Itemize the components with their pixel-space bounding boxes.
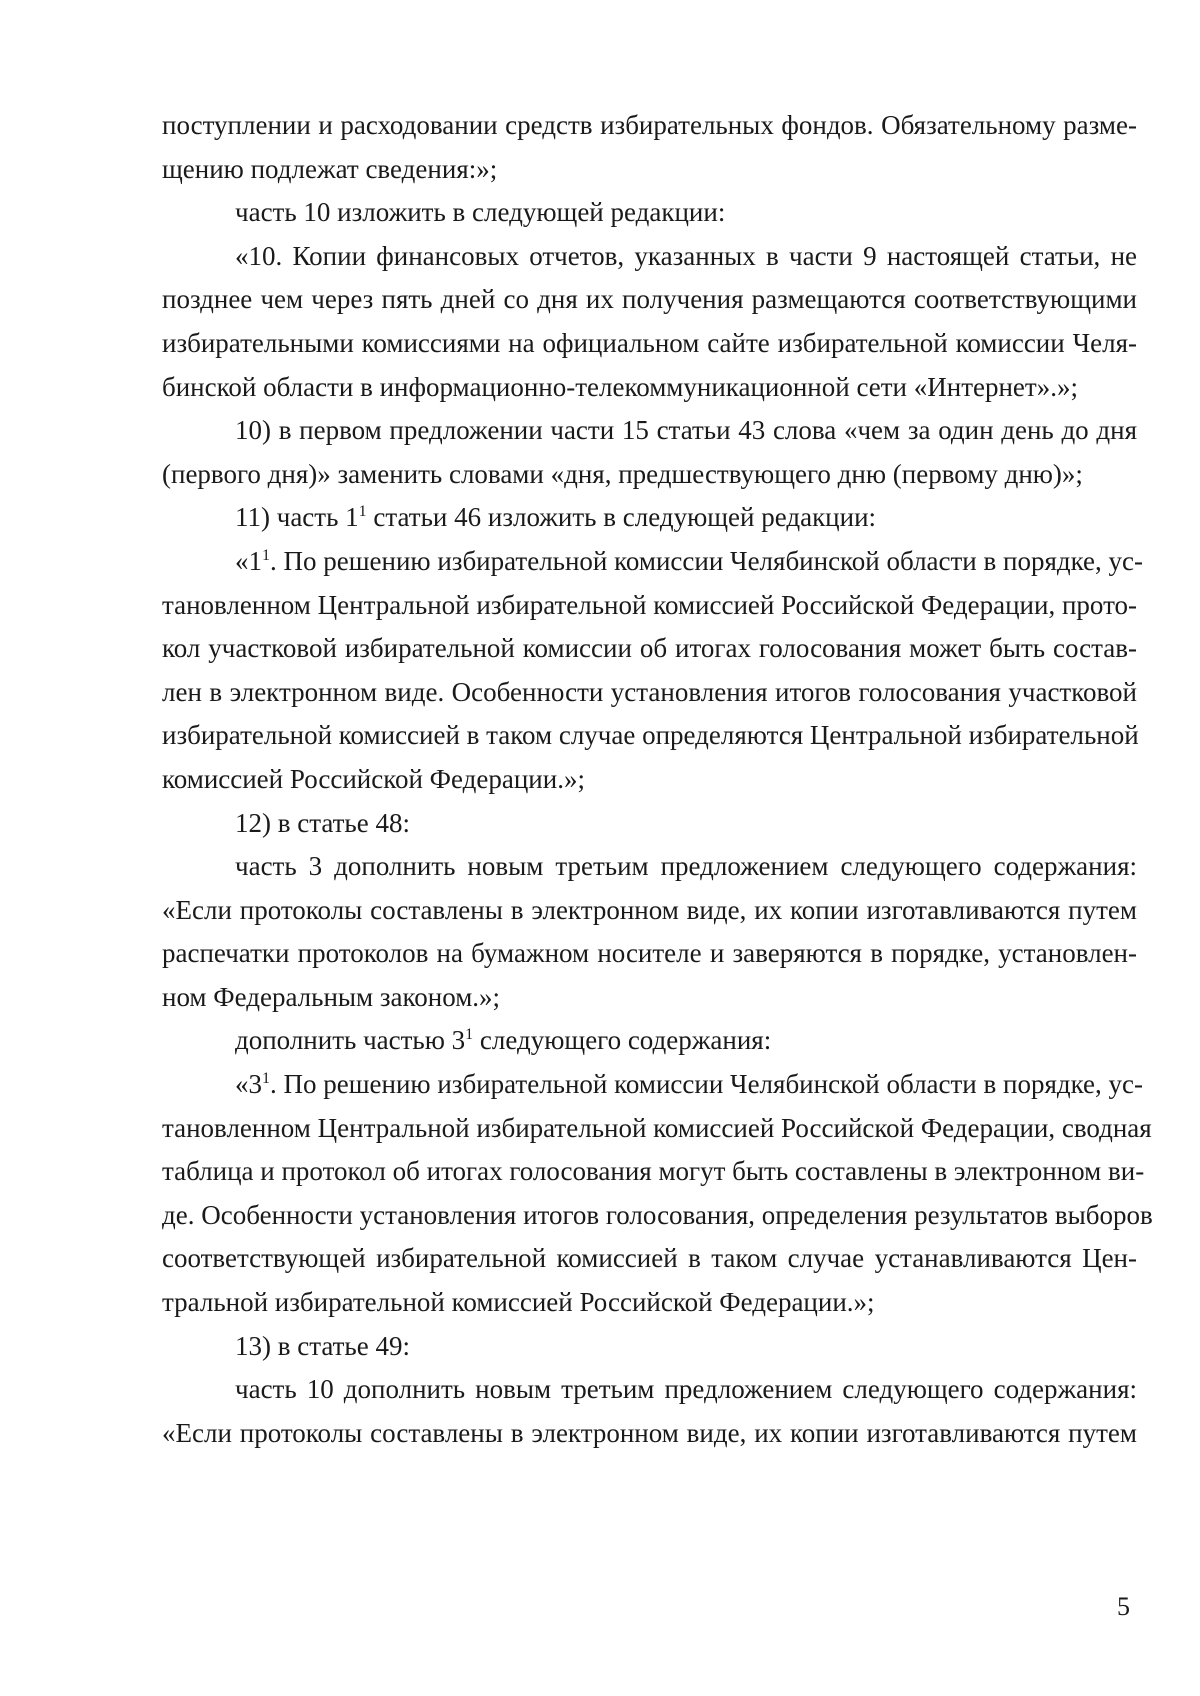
text-line: тральной избирательной комиссией Российской Федерации.»;	[162, 1287, 875, 1318]
text-line: поступлении и расходовании средств избирательных фондов. Обязательному разме-	[162, 110, 1137, 140]
text-fragment: «1	[235, 545, 262, 576]
text-line: кол участковой избирательной комиссии об итогах голосования может быть состав-	[162, 633, 1137, 664]
text-line: «Если протоколы составлены в электронном виде, их копии изготавливаются путем	[162, 894, 1137, 925]
text-fragment: . По решению избирательной комиссии Челябинской области в порядке, ус-	[270, 545, 1144, 576]
page-number: 5	[1117, 1592, 1130, 1621]
text-line-with-superscript	[162, 1063, 1144, 1107]
text-line: часть 10 дополнить новым третьим предложением следующего содержания:	[235, 1374, 1137, 1405]
text-fragment: 11) часть 1	[235, 502, 359, 533]
text-fragment: следующего содержания:	[473, 1025, 772, 1056]
superscript: 1	[262, 1070, 270, 1088]
text-line: «10. Копии финансовых отчетов, указанных в части 9 настоящей статьи, не	[235, 240, 1137, 271]
text-fragment: дополнить частью 3	[235, 1025, 466, 1056]
text-line-with-superscript	[162, 540, 1144, 584]
text-line: (первого дня)» заменить словами «дня, предшествующего дню (первому дню)»;	[162, 458, 1083, 489]
text-line: щению подлежат сведения:»;	[162, 153, 498, 184]
text-line: 10) в первом предложении части 15 статьи 43 слова «чем за один день до дня	[235, 415, 1137, 446]
text-line: избирательными комиссиями на официальном сайте избирательной комиссии Челя-	[162, 327, 1137, 358]
text-line: тановленном Центральной избирательной комиссией Российской Федерации, прото-	[162, 589, 1137, 620]
text-line: часть 10 изложить в следующей редакции:	[235, 197, 726, 228]
text-line: 13) в статье 49:	[235, 1330, 410, 1361]
text-line: де. Особенности установления итогов голосования, определения результатов выборов	[162, 1199, 1153, 1230]
text-fragment: . По решению избирательной комиссии Челябинской области в порядке, ус-	[270, 1069, 1144, 1100]
text-line: бинской области в информационно-телекоммуникационной сети «Интернет».»;	[162, 371, 1078, 402]
text-line: избирательной комиссией в таком случае определяются Центральной избирательной	[162, 720, 1139, 751]
text-line: позднее чем через пять дней со дня их получения размещаются соответствующими	[162, 284, 1137, 315]
text-fragment: статьи 46 изложить в следующей редакции:	[366, 502, 877, 533]
text-line: таблица и протокол об итогах голосования могут быть составлены в электронном ви-	[162, 1156, 1145, 1187]
text-line: «Если протоколы составлены в электронном виде, их копии изготавливаются путем	[162, 1417, 1137, 1448]
document-body	[162, 104, 1153, 1455]
text-line: часть 3 дополнить новым третьим предложением следующего содержания:	[235, 851, 1137, 882]
text-line: комиссией Российской Федерации.»;	[162, 763, 585, 794]
text-line: распечатки протоколов на бумажном носителе и заверяются в порядке, установлен-	[162, 938, 1137, 969]
text-line: соответствующей избирательной комиссией в таком случае устанавливаются Цен-	[162, 1243, 1137, 1274]
text-line: тановленном Центральной избирательной комиссией Российской Федерации, сводная	[162, 1112, 1152, 1143]
text-line: лен в электронном виде. Особенности установления итогов голосования участковой	[162, 676, 1137, 707]
superscript: 1	[262, 546, 270, 564]
text-line: ном Федеральным законом.»;	[162, 981, 501, 1012]
superscript: 1	[465, 1026, 474, 1044]
text-fragment: «3	[235, 1069, 262, 1100]
text-line-with-superscript	[162, 496, 1137, 540]
text-line: 12) в статье 48:	[235, 807, 410, 838]
text-line-with-superscript	[162, 1019, 1137, 1063]
superscript: 1	[358, 503, 367, 521]
